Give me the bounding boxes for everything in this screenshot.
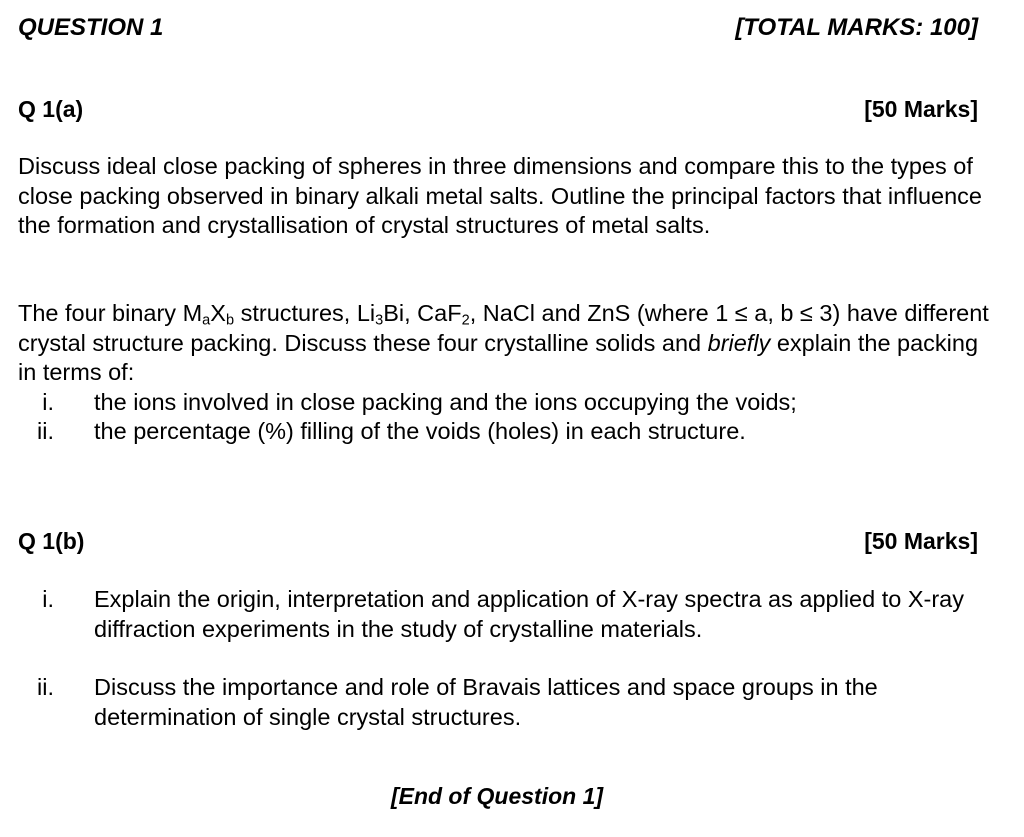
p2-text-5: , NaCl and ZnS (where 1 ≤ a, b ≤ 3) have different crystal structure packing. Discuss these four crystalline solids and	[18, 300, 989, 356]
total-marks: [TOTAL MARKS: 100]	[735, 14, 978, 41]
q1b-marks: [50 Marks]	[864, 528, 978, 554]
list-item-text: Explain the origin, interpretation and application of X-ray spectra as applied to X-ray diffraction experiments in the study of crystalline materials.	[94, 586, 964, 642]
q1b-label: Q 1(b)	[18, 528, 85, 554]
q1a-label: Q 1(a)	[18, 96, 84, 122]
p2-sub-2: 2	[461, 312, 470, 329]
p2-text-3: structures, Li	[234, 300, 376, 326]
list-item-text: the percentage (%) filling of the voids (holes) in each structure.	[94, 418, 746, 444]
p2-emphasis: briefly	[707, 329, 771, 356]
p2-text-2: X	[210, 300, 226, 326]
end-of-question: [End of Question 1]	[390, 783, 604, 809]
p2-sub-3: 3	[375, 312, 384, 329]
list-numeral: i.	[42, 389, 54, 415]
list-item-text: the ions involved in close packing and the ions occupying the voids;	[94, 389, 797, 415]
list-numeral: ii.	[37, 674, 54, 700]
p2-sub-a: a	[202, 312, 211, 329]
q1a-paragraph-1: Discuss ideal close packing of spheres in three dimensions and compare this to the types of close packing observed in binary alkali metal salts. Outline the principal factors that influence the formation and crystallisation of crystal structures of metal salts.	[18, 153, 983, 238]
list-item-text: Discuss the importance and role of Bravais lattices and space groups in the determination of single crystal structures.	[94, 674, 878, 730]
p2-text-6: explain the packing in terms of:	[18, 329, 979, 385]
list-numeral: ii.	[37, 418, 54, 444]
p2-sub-b: b	[225, 312, 235, 329]
p2-text-4: Bi, CaF	[383, 300, 462, 326]
question-title: QUESTION 1	[18, 14, 164, 41]
q1a-paragraph-2	[18, 299, 993, 388]
q1a-marks: [50 Marks]	[864, 96, 978, 122]
p2-text-1: The four binary M	[18, 300, 203, 326]
list-numeral: i.	[42, 586, 54, 612]
